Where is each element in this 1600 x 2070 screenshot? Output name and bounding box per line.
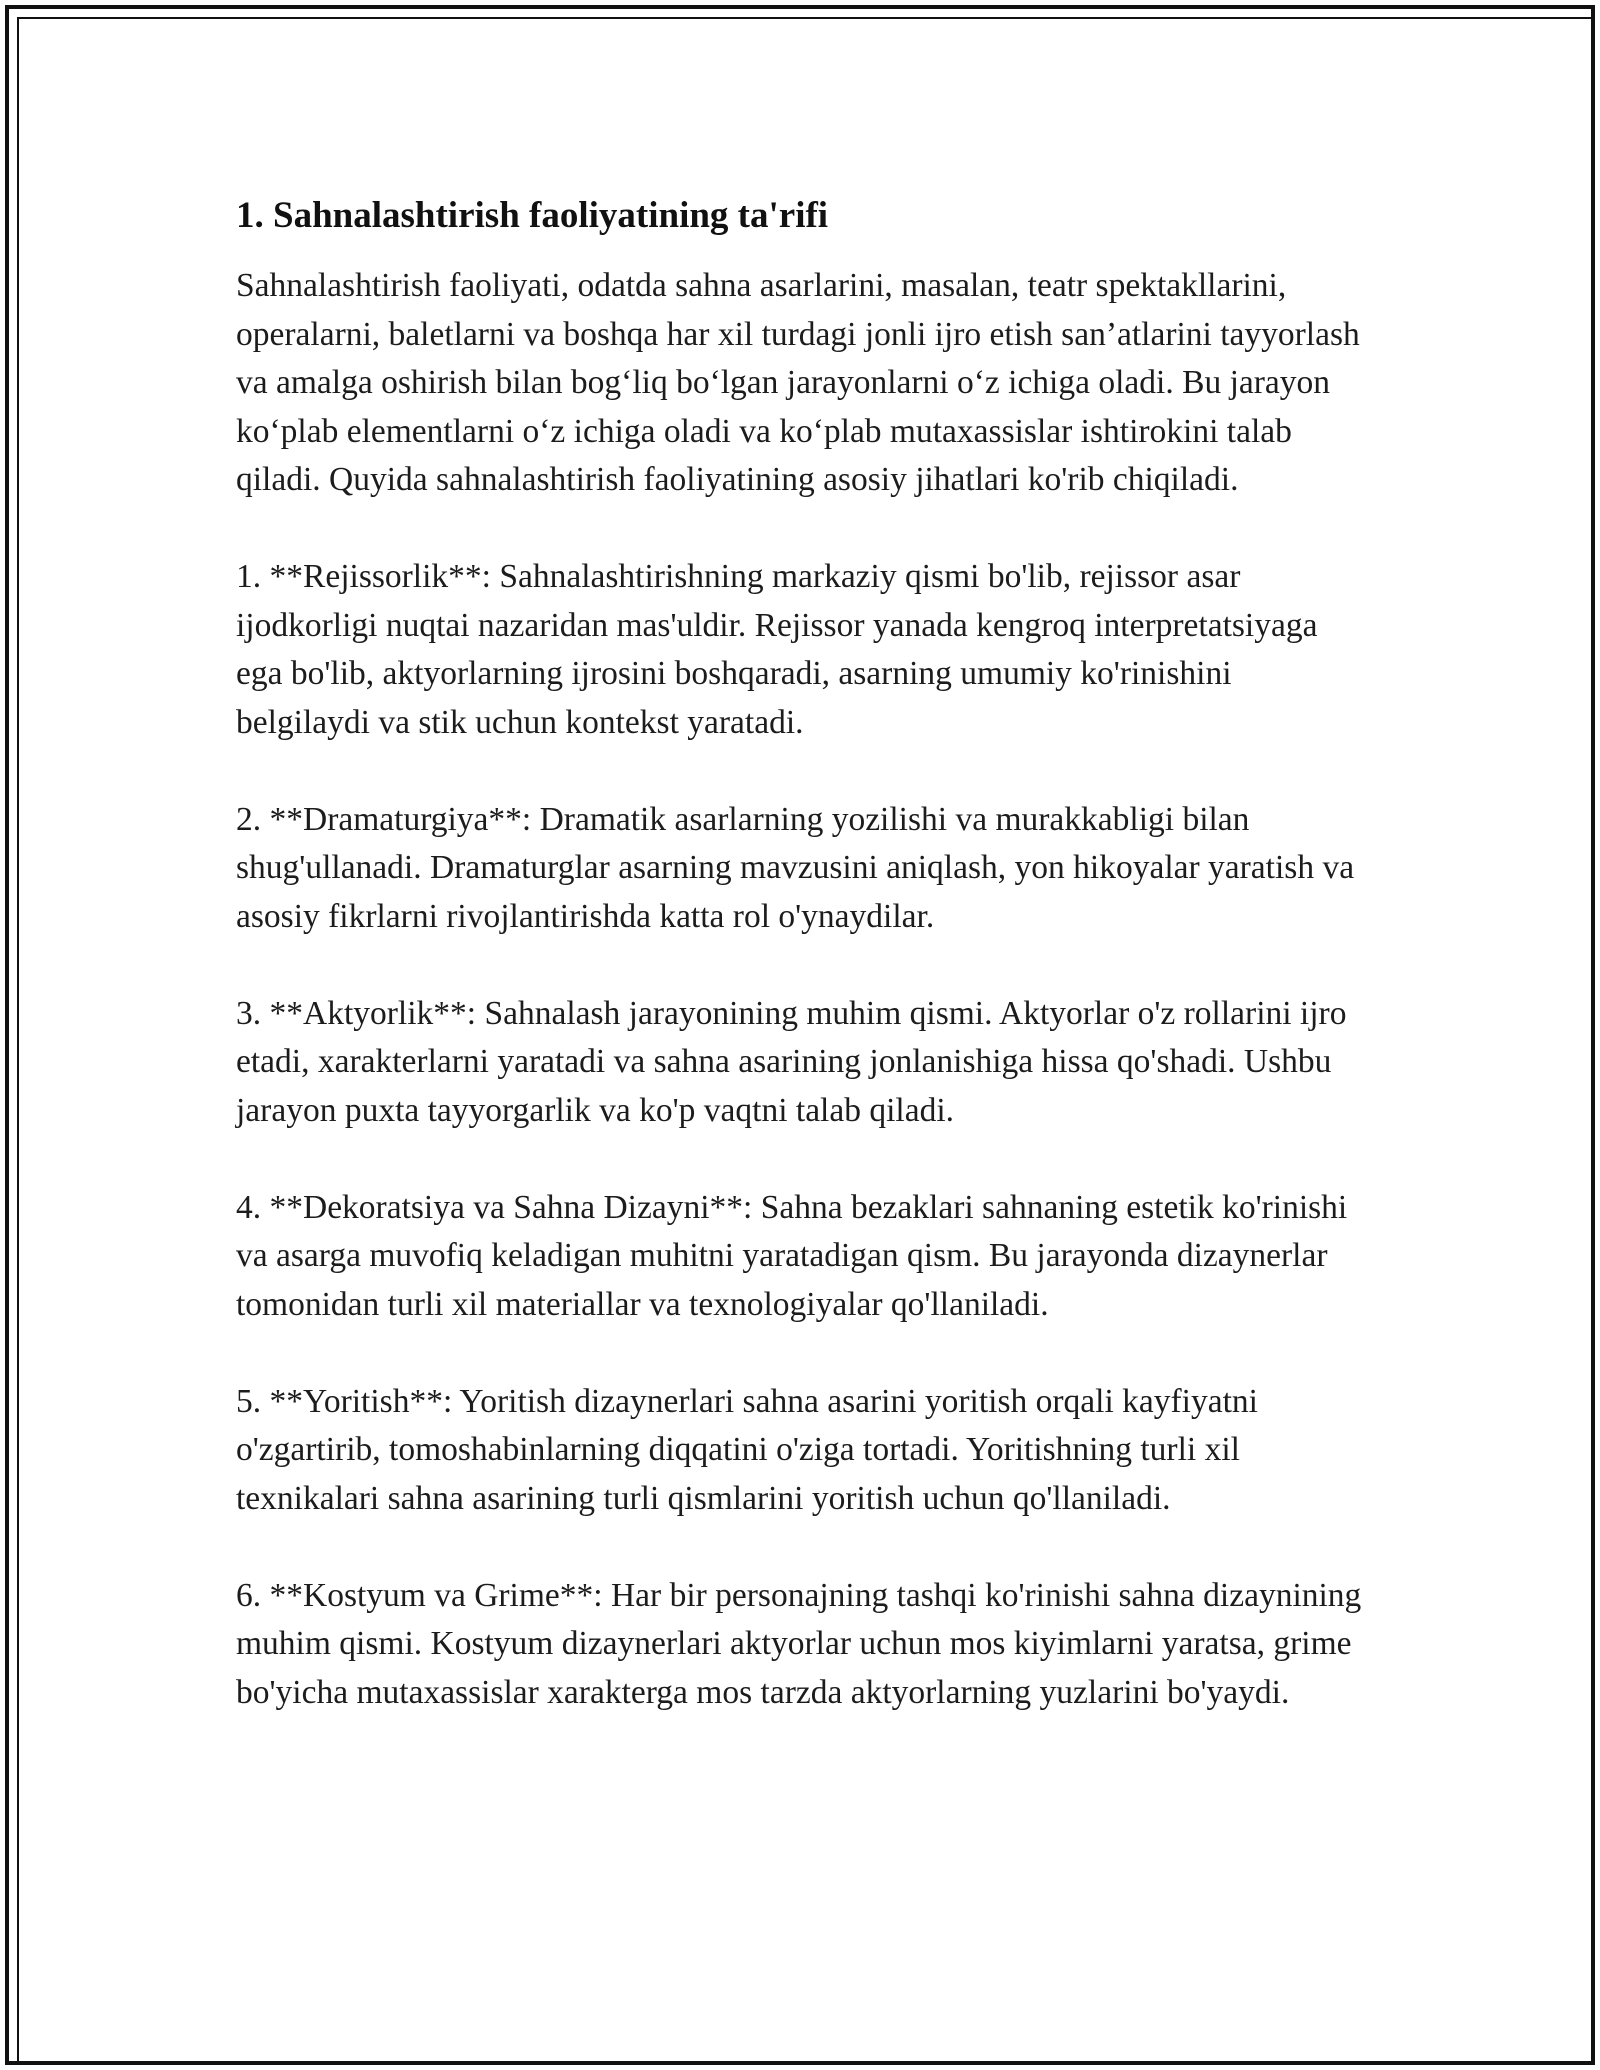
paragraph-dekoratsiya: 4. **Dekoratsiya va Sahna Dizayni**: Sahna bezaklari sahnaning estetik ko'rinishi va asarga muvofiq keladigan muhitni yaratadigan qism. Bu jarayonda dizaynerlar tomonidan turli xil materiallar va texnologiyalar qo'llaniladi. [236,1188,1348,1323]
paragraph-kostyum: 6. **Kostyum va Grime**: Har bir personajning tashqi ko'rinishi sahna dizaynining muhim qismi. Kostyum dizaynerlari aktyorlar uchun mos kiyimlarni yaratsa, grime bo'yicha mutaxassislar xarakterga mos tarzda aktyorlarning yuzlarini bo'yaydi. [236,1576,1362,1711]
section-heading: 1. Sahnalashtirish faoliyatining ta'rifi [236,195,829,236]
paragraph-yoritish: 5. **Yoritish**: Yoritish dizaynerlari sahna asarini yoritish orqali kayfiyatni o'zgartirib, tomoshabinlarning diqqatini o'ziga tortadi. Yoritishning turli xil texnikalari sahna asarining turli qismlarini yoritish uchun qo'llaniladi. [236,1382,1258,1517]
paragraph-aktyorlik: 3. **Aktyorlik**: Sahnalash jarayonining muhim qismi. Aktyorlar o'z rollarini ijro etadi, xarakterlarni yaratadi va sahna asarining jonlanishiga hissa qo'shadi. Ushbu jarayon puxta tayyorgarlik va ko'p vaqtni talab qiladi. [236,994,1347,1129]
intro-paragraph: Sahnalashtirish faoliyati, odatda sahna asarlarini, masalan, teatr spektakllarini, operalarni, baletlarni va boshqa har xil turdagi jonli ijro etish san’atlarini tayyorlash va amalga oshirish bilan bog‘liq bo‘lgan jarayonlarni o‘z ichiga oladi. Bu jarayon ko‘plab elementlarni o‘z ichiga oladi va ko‘plab mutaxassislar ishtirokini talab qiladi. Quyida sahnalashtirish faoliyatining asosiy jihatlari ko'rib chiqiladi. [236,267,1360,498]
paragraph-rejissorlik: 1. **Rejissorlik**: Sahnalashtirishning markaziy qismi bo'lib, rejissor asar ijodkorligi nuqtai nazaridan mas'uldir. Rejissor yanada kengroq interpretatsiyaga ega bo'lib, aktyorlarning ijrosini boshqaradi, asarning umumiy ko'rinishini belgilaydi va stik uchun kontekst yaratadi. [236,558,1318,741]
paragraph-dramaturgiya: 2. **Dramaturgiya**: Dramatik asarlarning yozilishi va murakkabligi bilan shug'ullanadi. Dramaturglar asarning mavzusini aniqlash, yon hikoyalar yaratish va asosiy fikrlarni rivojlantirishda katta rol o'ynaydilar. [236,800,1355,935]
document-body [236,188,1366,1766]
